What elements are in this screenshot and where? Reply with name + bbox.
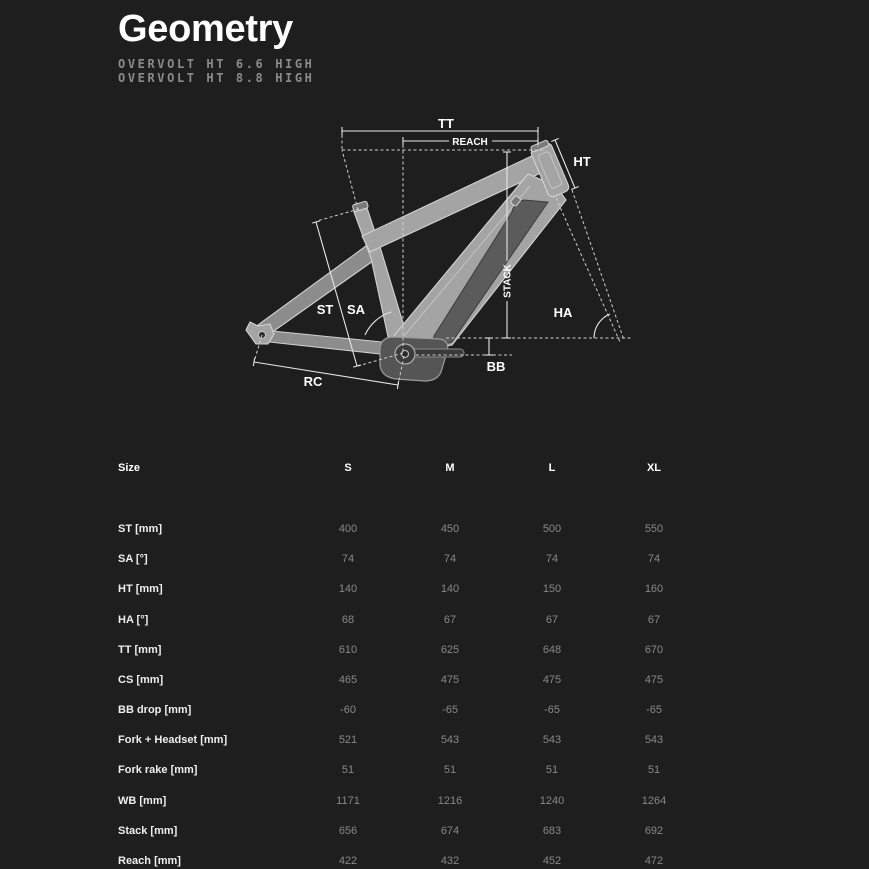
cell-xl: 74 [647,553,661,566]
rc-tick-right [397,381,398,389]
table-row [118,522,705,536]
model-list [118,57,315,85]
cell-m: 625 [440,643,460,656]
ha-label: HA [553,305,573,320]
cell-xl: 1264 [641,794,667,807]
cell-xl: 670 [644,643,664,656]
cell-l: 648 [542,643,562,656]
cell-m: 1216 [437,794,463,807]
table-row [118,824,705,838]
cell-l: 51 [545,764,559,777]
cell-l: 500 [542,523,562,535]
geometry-table [118,461,705,868]
ht-label: HT [573,154,591,169]
cell-l: 683 [542,824,562,837]
size-header: Size [118,462,141,474]
cell-m: 450 [440,523,460,535]
sa-label: SA [346,302,366,317]
rc-label: RC [303,374,323,389]
bike-frame [246,140,570,381]
row-label: Fork + Headset [mm] [118,734,228,747]
cell-s: -60 [340,704,356,717]
cell-m: 674 [440,824,460,837]
table-row [118,613,705,627]
cell-s: 68 [341,613,355,626]
cell-s: 140 [338,583,358,596]
tt-label: TT [438,116,454,131]
cell-l: 452 [542,854,562,867]
cell-s: 610 [338,643,358,656]
cell-xl: 67 [647,613,661,626]
model-name: OVERVOLT HT 6.6 HIGH [118,57,315,71]
table-row [118,552,705,566]
table-row [118,643,705,657]
cell-s: 422 [338,854,358,867]
stack-label: STACK [502,264,514,298]
st-top-extension [317,209,359,221]
cell-l: 543 [542,734,562,747]
frame-geometry-diagram [0,100,869,400]
cell-l: 67 [545,613,559,626]
row-label: WB [mm] [118,794,167,807]
size-xl-header: XL [646,462,662,474]
cell-xl: 475 [644,673,664,686]
page-title: Geometry [118,8,294,50]
ha-angle-arc [594,314,610,338]
table-row [118,733,705,747]
cell-m: 140 [440,583,460,596]
table-body [118,522,705,868]
st-label: ST [316,302,334,317]
seat-axis-extension [342,150,358,210]
cell-s: 1171 [336,794,360,807]
cell-s: 465 [338,673,358,686]
cell-s: 656 [338,824,358,837]
cell-xl: -65 [646,704,662,717]
row-label: HT [mm] [118,583,163,596]
model-name: OVERVOLT HT 8.8 HIGH [118,71,315,85]
row-label: CS [mm] [118,673,164,686]
cell-m: 51 [443,764,457,777]
row-label: Reach [mm] [118,854,181,867]
table-row [118,763,705,777]
table-row [118,673,705,687]
cell-xl: 472 [644,854,664,867]
table-row [118,854,705,868]
cell-m: 74 [443,553,457,566]
cell-xl: 543 [644,734,664,747]
cell-l: 475 [542,673,562,686]
reach-label: REACH [452,137,488,148]
cell-l: -65 [544,704,560,717]
row-label: Stack [mm] [118,824,178,837]
size-l-header: L [548,462,556,474]
row-label: ST [mm] [118,523,162,535]
table-row [118,703,705,717]
row-label: TT [mm] [118,643,162,656]
cell-xl: 550 [644,523,664,535]
cell-xl: 692 [644,824,664,837]
table-header [118,461,705,475]
bottom-bracket-axle [402,351,409,358]
bb-label: BB [486,359,506,374]
rc-tick-left [253,358,254,366]
size-s-header: S [344,462,352,474]
row-label: Fork rake [mm] [118,764,198,777]
cell-s: 400 [338,523,358,535]
table-row [118,794,705,808]
cell-s: 521 [338,734,358,747]
cell-l: 74 [545,553,559,566]
cell-s: 51 [341,764,355,777]
cell-m: 67 [443,613,457,626]
table-row [118,582,705,596]
cell-m: 475 [440,673,460,686]
cell-m: 543 [440,734,460,747]
steering-axis-line [553,198,620,342]
cell-xl: 160 [644,583,664,596]
seat-stay [258,246,380,333]
cell-s: 74 [341,553,355,566]
cell-m: 432 [440,854,460,867]
chain-stay [260,330,392,355]
rc-dimension-line [254,362,398,385]
cell-l: 1240 [539,794,565,807]
row-label: BB drop [mm] [118,704,192,717]
row-label: HA [°] [118,613,149,626]
cell-l: 150 [542,583,562,596]
size-m-header: M [445,462,455,474]
head-angle-line [572,190,624,340]
cell-m: -65 [442,704,458,717]
cell-xl: 51 [647,764,661,777]
row-label: SA [°] [118,553,148,566]
